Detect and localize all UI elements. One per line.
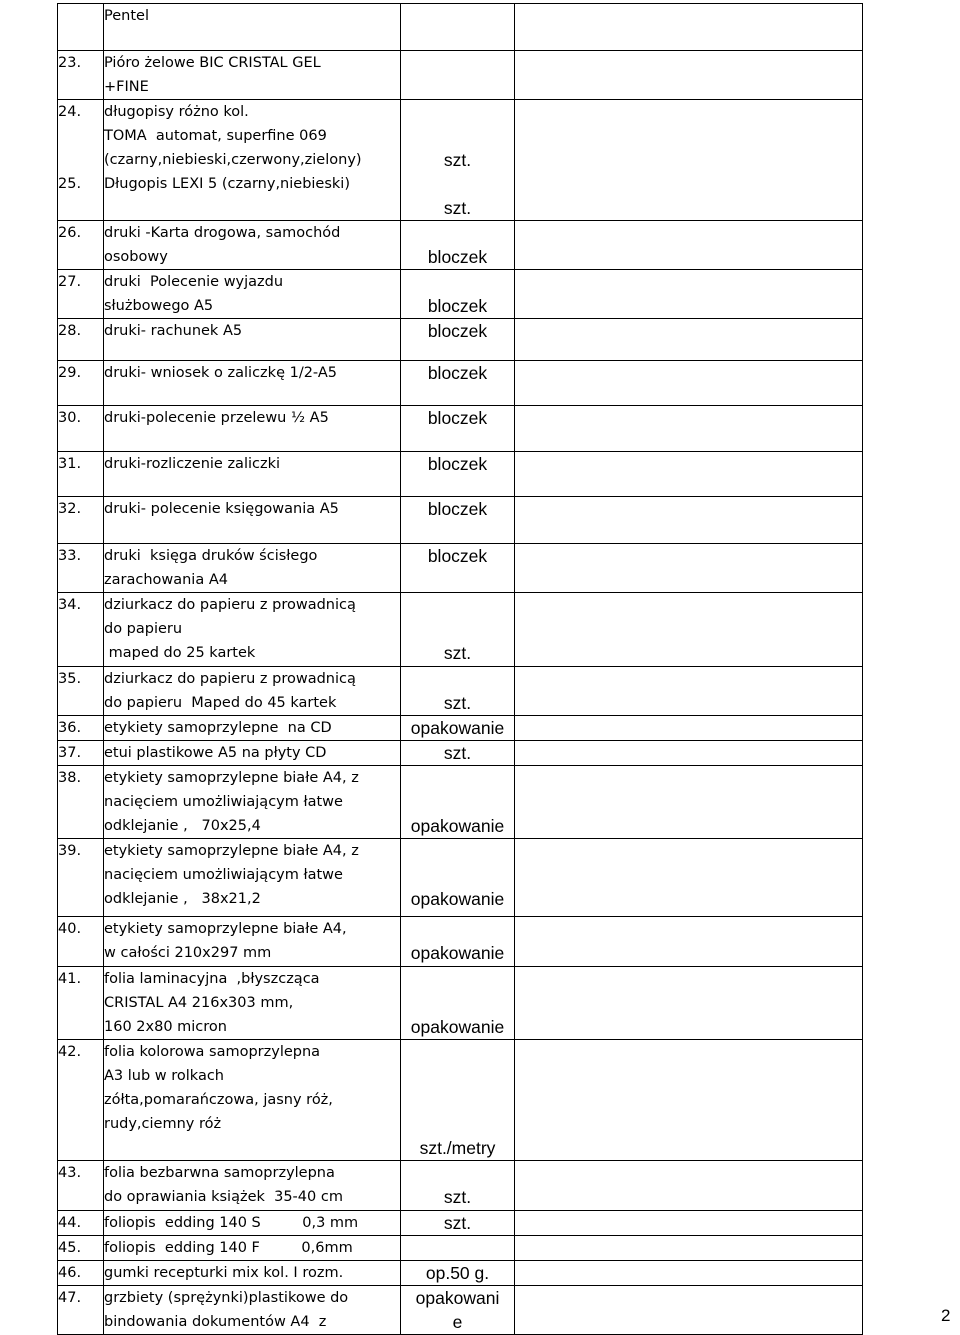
item-unit: opakowanie (401, 967, 515, 1040)
empty-cell (515, 1161, 863, 1211)
table-row (58, 361, 863, 406)
table-row (58, 221, 863, 270)
item-unit: opakowanie (401, 716, 515, 741)
item-name: etykiety samoprzylepne na CD (104, 716, 401, 741)
table-row (58, 497, 863, 544)
row-number: 41. (58, 967, 104, 1040)
item-name: druki Polecenie wyjazdu służbowego A5 (104, 270, 401, 319)
item-unit: szt. szt. (401, 100, 515, 221)
item-unit: opakowani e (401, 1286, 515, 1335)
table-row (58, 452, 863, 497)
table-row (58, 406, 863, 452)
item-unit: op.50 g. (401, 1261, 515, 1286)
items-table-body (58, 4, 863, 1335)
row-number: 27. (58, 270, 104, 319)
item-unit: opakowanie (401, 839, 515, 917)
item-name: druki- wniosek o zaliczkę 1/2-A5 (104, 361, 401, 406)
row-number: 30. (58, 406, 104, 452)
row-number: 45. (58, 1236, 104, 1261)
items-table (57, 3, 863, 1335)
table-row (58, 741, 863, 766)
row-number: 23. (58, 51, 104, 100)
item-name: folia kolorowa samoprzylepna A3 lub w rolkach zółta,pomarańczowa, jasny róż, rudy,ciemny róż (104, 1040, 401, 1161)
empty-cell (515, 4, 863, 51)
empty-cell (515, 497, 863, 544)
item-name: druki-rozliczenie zaliczki (104, 452, 401, 497)
item-name: folia bezbarwna samoprzylepna do oprawiania książek 35-40 cm (104, 1161, 401, 1211)
item-name: dziurkacz do papieru z prowadnicą do papieru Maped do 45 kartek (104, 667, 401, 716)
item-unit: bloczek (401, 270, 515, 319)
table-row (58, 1286, 863, 1335)
empty-cell (515, 100, 863, 221)
row-number: 31. (58, 452, 104, 497)
table-row (58, 100, 863, 221)
item-name: druki księga druków ścisłego zarachowania A4 (104, 544, 401, 593)
empty-cell (515, 452, 863, 497)
table-row (58, 1211, 863, 1236)
row-number: 44. (58, 1211, 104, 1236)
item-unit: bloczek (401, 319, 515, 361)
item-name: etykiety samoprzylepne białe A4, z nacięciem umożliwiającym łatwe odklejanie , 38x21,2 (104, 839, 401, 917)
row-number: 35. (58, 667, 104, 716)
row-number: 47. (58, 1286, 104, 1335)
item-unit: opakowanie (401, 917, 515, 967)
item-unit: szt./metry (401, 1040, 515, 1161)
row-number (58, 4, 104, 51)
empty-cell (515, 593, 863, 667)
item-unit: bloczek (401, 221, 515, 270)
item-unit: szt. (401, 1211, 515, 1236)
row-number: 39. (58, 839, 104, 917)
item-name: druki -Karta drogowa, samochód osobowy (104, 221, 401, 270)
item-name: Pentel (104, 4, 401, 51)
row-number: 24. 25. (58, 100, 104, 221)
item-unit: bloczek (401, 361, 515, 406)
table-row (58, 917, 863, 967)
empty-cell (515, 319, 863, 361)
empty-cell (515, 766, 863, 839)
item-name: Pióro żelowe BIC CRISTAL GEL +FINE (104, 51, 401, 100)
page-number: 2 (941, 1306, 951, 1325)
row-number: 29. (58, 361, 104, 406)
table-row (58, 667, 863, 716)
row-number: 33. (58, 544, 104, 593)
table-row (58, 593, 863, 667)
empty-cell (515, 716, 863, 741)
empty-cell (515, 270, 863, 319)
table-row (58, 1236, 863, 1261)
table-row (58, 1161, 863, 1211)
item-name: druki- rachunek A5 (104, 319, 401, 361)
empty-cell (515, 967, 863, 1040)
item-name: etui plastikowe A5 na płyty CD (104, 741, 401, 766)
table-row (58, 967, 863, 1040)
row-number: 46. (58, 1261, 104, 1286)
row-number: 34. (58, 593, 104, 667)
item-name: grzbiety (sprężynki)plastikowe do bindowania dokumentów A4 z (104, 1286, 401, 1335)
item-unit (401, 4, 515, 51)
row-number: 28. (58, 319, 104, 361)
item-unit: szt. (401, 741, 515, 766)
item-name: gumki recepturki mix kol. I rozm. (104, 1261, 401, 1286)
row-number: 26. (58, 221, 104, 270)
row-number: 37. (58, 741, 104, 766)
empty-cell (515, 1261, 863, 1286)
table-row (58, 1261, 863, 1286)
item-unit: szt. (401, 667, 515, 716)
item-name: druki-polecenie przelewu ½ A5 (104, 406, 401, 452)
table-row (58, 51, 863, 100)
item-name: druki- polecenie księgowania A5 (104, 497, 401, 544)
table-row (58, 270, 863, 319)
row-number: 32. (58, 497, 104, 544)
table-row (58, 1040, 863, 1161)
item-name: długopisy różno kol. TOMA automat, superfine 069 (czarny,niebieski,czerwony,zielony) Długopis LEXI 5 (czarny,niebieski) (104, 100, 401, 221)
table-row (58, 4, 863, 51)
empty-cell (515, 221, 863, 270)
empty-cell (515, 544, 863, 593)
row-number: 40. (58, 917, 104, 967)
item-name: etykiety samoprzylepne białe A4, w całości 210x297 mm (104, 917, 401, 967)
item-unit: szt. (401, 1161, 515, 1211)
empty-cell (515, 361, 863, 406)
empty-cell (515, 51, 863, 100)
item-unit (401, 51, 515, 100)
row-number: 42. (58, 1040, 104, 1161)
empty-cell (515, 839, 863, 917)
empty-cell (515, 741, 863, 766)
item-name: foliopis edding 140 S 0,3 mm (104, 1211, 401, 1236)
empty-cell (515, 667, 863, 716)
table-row (58, 766, 863, 839)
table-row (58, 544, 863, 593)
row-number: 38. (58, 766, 104, 839)
item-unit: bloczek (401, 544, 515, 593)
item-name: foliopis edding 140 F 0,6mm (104, 1236, 401, 1261)
table-row (58, 716, 863, 741)
item-name: folia laminacyjna ,błyszcząca CRISTAL A4 216x303 mm, 160 2x80 micron (104, 967, 401, 1040)
item-unit (401, 1236, 515, 1261)
item-unit: bloczek (401, 497, 515, 544)
item-name: etykiety samoprzylepne białe A4, z nacięciem umożliwiającym łatwe odklejanie , 70x25,4 (104, 766, 401, 839)
item-unit: bloczek (401, 406, 515, 452)
item-name: dziurkacz do papieru z prowadnicą do papieru maped do 25 kartek (104, 593, 401, 667)
empty-cell (515, 1040, 863, 1161)
table-row (58, 319, 863, 361)
empty-cell (515, 1236, 863, 1261)
item-unit: opakowanie (401, 766, 515, 839)
item-unit: szt. (401, 593, 515, 667)
table-row (58, 839, 863, 917)
empty-cell (515, 917, 863, 967)
row-number: 36. (58, 716, 104, 741)
empty-cell (515, 1211, 863, 1236)
empty-cell (515, 1286, 863, 1335)
item-unit: bloczek (401, 452, 515, 497)
row-number: 43. (58, 1161, 104, 1211)
empty-cell (515, 406, 863, 452)
